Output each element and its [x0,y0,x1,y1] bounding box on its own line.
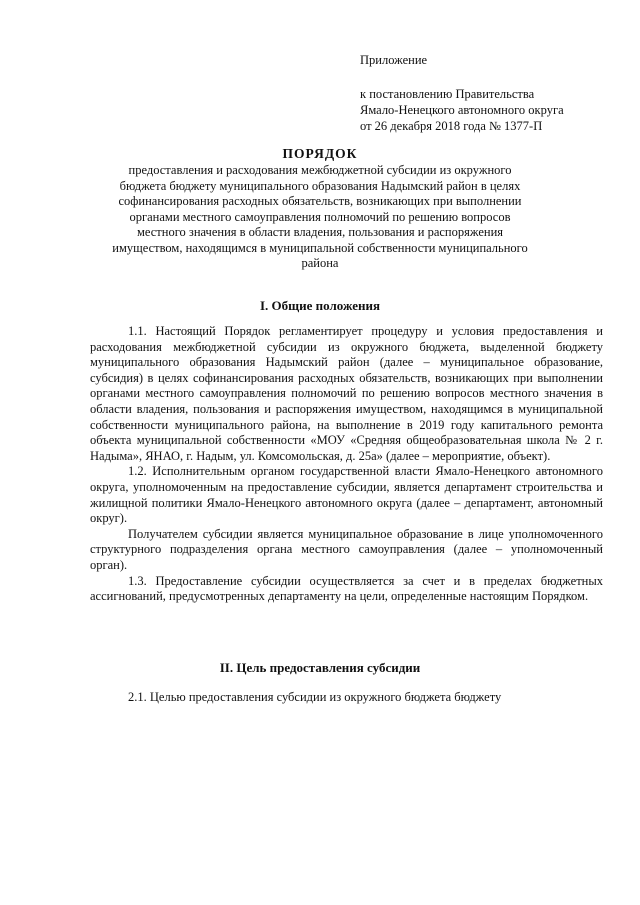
paragraph-1-3: 1.3. Предоставление субсидии осуществляется за счет и в пределах бюджетных ассигнований, предусмотренных департаменту на цели, определенные настоящим Порядком. [90,573,603,604]
appendix-block [360,52,620,134]
section-1-title: I. Общие положения [260,298,380,313]
document-subtitle: предоставления и расходования межбюджетной субсидии из окружного бюджета бюджету муниципального образования Надымский район в целях софинансирования расходных обязательств, возникающих при выполнении органами местного самоуправления полномочий по решению вопросов местного значения в области владения, пользования и распоряжения имуществом, находящимся в муниципальной собственности муниципального района [112,163,528,270]
appendix-date-line: от 26 декабря 2018 года № 1377-П [360,119,543,133]
appendix-region-line: Ямало-Ненецкого автономного округа [360,103,564,117]
document-title: ПОРЯДОК [282,146,358,161]
appendix-label: Приложение [360,53,428,67]
paragraph-1-2-recipient: Получателем субсидии является муниципальное образование в лице уполномоченного структурного подразделения органа местного самоуправления (далее – уполномоченный орган). [90,526,603,572]
paragraph-1-1: 1.1. Настоящий Порядок регламентирует процедуру и условия предоставления и расходования межбюджетной субсидии из окружного бюджета, выделенной бюджету муниципального образования Надымский район (далее – муниципальное образование, субсидия) в целях софинансирования расходных обязательств, возникающих при выполнении органами местного самоуправления полномочий по решению вопросов местного значения в области владения, пользования и распоряжения имуществом, находящимся в муниципальной собственности муниципального района, на выполнение в 2019 году капитального ремонта объекта муниципальной собственности «МОУ «Средняя общеобразовательная школа № 2 г. Надыма», ЯНАО, г. Надым, ул. Комсомольская, д. 25а» (далее – мероприятие, объект). [90,324,603,463]
section-1-body [90,324,603,605]
section-2-title: II. Цель предоставления субсидии [219,660,421,675]
paragraph-2-1: 2.1. Целью предоставления субсидии из окружного бюджета бюджету [128,690,502,704]
appendix-resolution-line: к постановлению Правительства [360,87,535,101]
paragraph-1-2: 1.2. Исполнительным органом государственной власти Ямало-Ненецкого автономного округа, уполномоченным на предоставление субсидии, является департамент строительства и жилищной политики Ямало-Ненецкого автономного округа (далее – департамент, автономный округ). [90,464,603,526]
section-2-body [90,690,603,706]
